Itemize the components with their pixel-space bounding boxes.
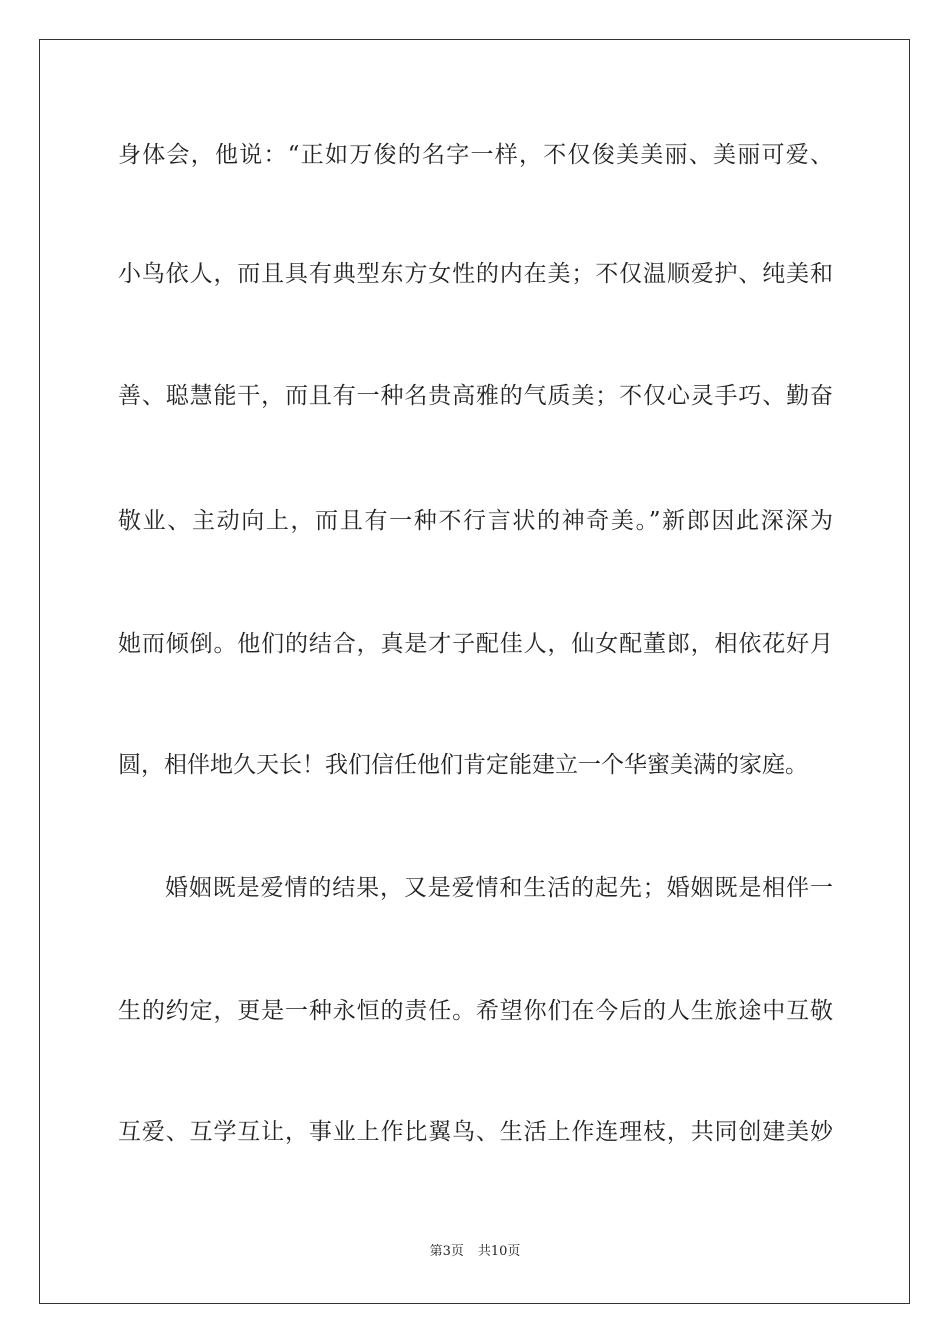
paragraph-line-4: 敬业、主动向上，而且有一种不行言状的神奇美。”新郎因此深深为 xyxy=(118,508,833,534)
page-total: 共10页 xyxy=(477,1244,521,1259)
paragraph-line-7: 婚姻既是爱情的结果，又是爱情和生活的起先；婚姻既是相伴一 xyxy=(165,875,833,901)
paragraph-line-1: 身体会，他说：“正如万俊的名字一样，不仅俊美美丽、美丽可爱、 xyxy=(118,142,833,168)
paragraph-line-2: 小鸟依人，而且具有典型东方女性的内在美；不仅温顺爱护、纯美和 xyxy=(118,261,833,287)
paragraph-line-3: 善、聪慧能干，而且有一种名贵高雅的气质美；不仅心灵手巧、勤奋 xyxy=(118,383,833,409)
paragraph-line-5: 她而倾倒。他们的结合，真是才子配佳人，仙女配董郎，相依花好月 xyxy=(118,631,833,657)
page-border xyxy=(39,39,910,1304)
paragraph-line-8: 生的约定，更是一种永恒的责任。希望你们在今后的人生旅途中互敬 xyxy=(118,998,833,1024)
page-footer xyxy=(0,1243,950,1261)
paragraph-line-9: 互爱、互学互让，事业上作比翼鸟、生活上作连理枝，共同创建美妙 xyxy=(118,1119,833,1145)
paragraph-line-6: 圆，相伴地久天长！我们信任他们肯定能建立一个华蜜美满的家庭。 xyxy=(118,752,808,778)
page-number: 第3页 xyxy=(429,1244,464,1259)
